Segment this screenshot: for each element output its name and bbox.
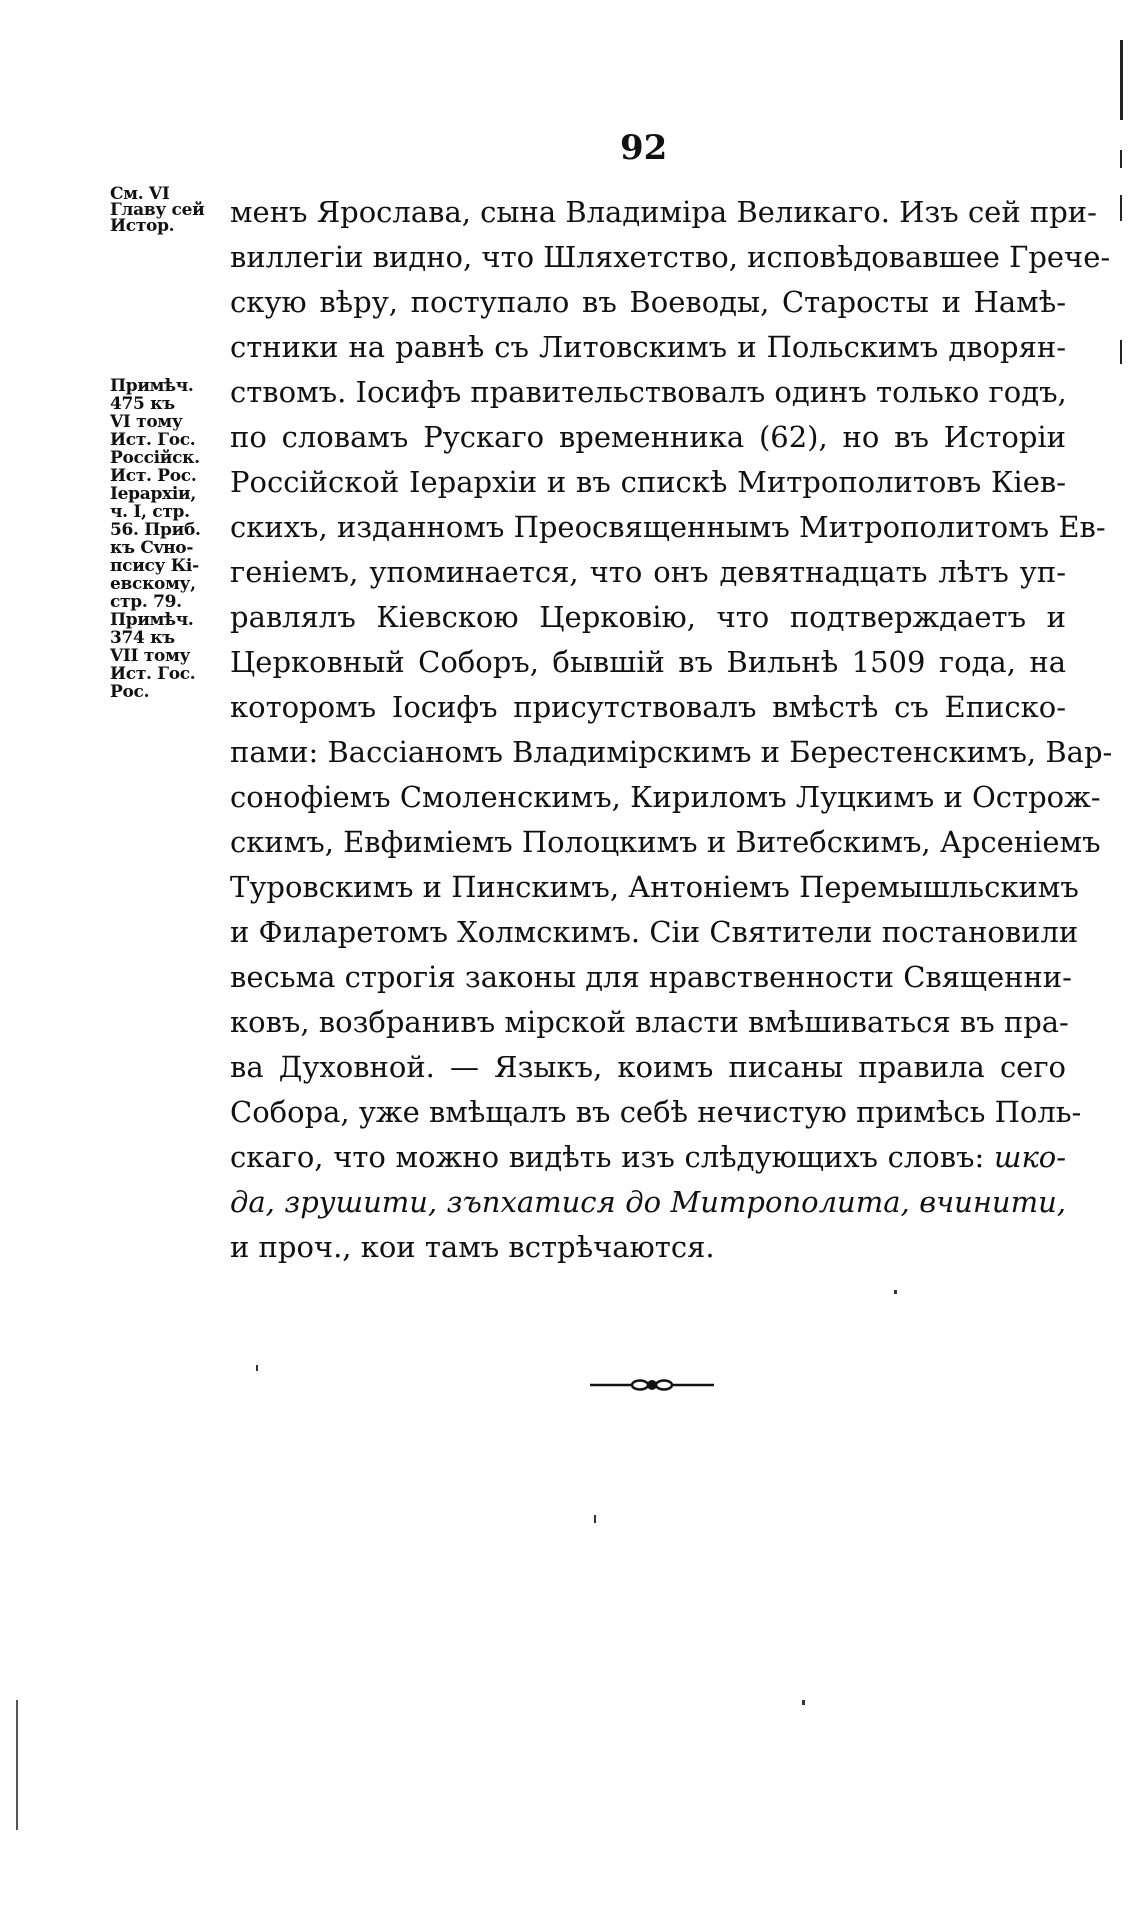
margin-note-line: Главу сей bbox=[110, 200, 205, 220]
text-line: Россійской Іерархіи и въ спискѣ Митрополитовъ Кіев- bbox=[230, 465, 1066, 499]
text-line: по словамъ Рускаго временника (62), но въ Исторіи bbox=[230, 420, 1066, 454]
margin-note-line: VII тому bbox=[110, 646, 191, 666]
scan-speck bbox=[802, 1700, 805, 1705]
margin-note-line: ч. I, стр. bbox=[110, 502, 190, 522]
text-line: сонофіемъ Смоленскимъ, Кириломъ Луцкимъ и Острож- bbox=[230, 780, 1101, 814]
margin-note-line: къ Сvно- bbox=[110, 538, 194, 558]
text-line: менъ Ярослава, сына Владиміра Великаго. Изъ сей при- bbox=[230, 195, 1097, 229]
text-line: весьма строгія законы для нравственности Священни- bbox=[230, 960, 1072, 994]
scan-edge-line bbox=[1120, 195, 1122, 221]
margin-note-line: 475 къ bbox=[110, 394, 175, 414]
margin-note-line: Ист. Гос. bbox=[110, 430, 196, 450]
text-line: ковъ, возбранивъ мірской власти вмѣшиваться въ пра- bbox=[230, 1005, 1069, 1039]
text-segment: скаго, что можно видѣть изъ слѣдующихъ словъ: bbox=[230, 1140, 985, 1174]
margin-note-line: 56. Приб. bbox=[110, 520, 201, 540]
margin-note-line: Ист. Гос. bbox=[110, 664, 196, 684]
ornament-icon bbox=[590, 1376, 714, 1394]
italic-word: вчинити, bbox=[919, 1185, 1067, 1219]
margin-note-line: 374 къ bbox=[110, 628, 175, 648]
margin-note-line: Ист. Рос. bbox=[110, 466, 197, 486]
text-line: Собора, уже вмѣщалъ въ себѣ нечистую примѣсь Поль- bbox=[230, 1095, 1082, 1129]
scan-edge-line bbox=[1120, 150, 1122, 168]
text-line: которомъ Іосифъ присутствовалъ вмѣстѣ съ Еписко- bbox=[230, 690, 1066, 724]
margin-note-line: евскому, bbox=[110, 574, 196, 594]
text-line: равлялъ Кіевскою Церковію, что подтверждаетъ и bbox=[230, 600, 1066, 634]
text-line: виллегіи видно, что Шляхетство, исповѣдовавшее Грече- bbox=[230, 240, 1111, 274]
text-line: пами: Вассіаномъ Владимірскимъ и Берестенскимъ, Вар- bbox=[230, 735, 1113, 769]
text-line: и Филаретомъ Холмскимъ. Сіи Святители постановили bbox=[230, 915, 1079, 949]
ornament-divider bbox=[590, 1376, 714, 1398]
text-line: скихъ, изданномъ Преосвященнымъ Митрополитомъ Ев- bbox=[230, 510, 1106, 544]
text-line-italic bbox=[230, 1180, 1066, 1225]
page-number: 92 bbox=[620, 128, 668, 168]
italic-word: зъпхатися до Митрополита, bbox=[446, 1185, 910, 1219]
text-line: ва Духовной. — Языкъ, коимъ писаны правила сего bbox=[230, 1050, 1066, 1084]
text-line: скимъ, Евфиміемъ Полоцкимъ и Витебскимъ, Арсеніемъ bbox=[230, 825, 1101, 859]
margin-note-line: Рос. bbox=[110, 682, 150, 702]
margin-note-line: Іерархіи, bbox=[110, 484, 196, 504]
margin-note-line: Россійск. bbox=[110, 448, 200, 468]
margin-note-line: псису Кі- bbox=[110, 556, 199, 576]
text-line-with-italic bbox=[230, 1135, 1066, 1180]
scan-speck bbox=[894, 1290, 897, 1294]
text-line: стники на равнѣ съ Литовскимъ и Польскимъ дворян- bbox=[230, 330, 1066, 364]
text-line: Туровскимъ и Пинскимъ, Антоніемъ Перемышльскимъ bbox=[230, 870, 1079, 904]
margin-note-line: VI тому bbox=[110, 412, 183, 432]
scan-speck bbox=[256, 1365, 258, 1371]
text-line: геніемъ, упоминается, что онъ девятнадцать лѣтъ уп- bbox=[230, 555, 1066, 589]
italic-word: шко- bbox=[993, 1140, 1067, 1174]
final-line: и проч., кои тамъ встрѣчаются. bbox=[230, 1230, 715, 1264]
margin-note-line: Примѣч. bbox=[110, 376, 194, 396]
italic-word: да, bbox=[230, 1185, 275, 1219]
italic-word: зрушити, bbox=[284, 1185, 438, 1219]
margin-note-line: Истор. bbox=[110, 216, 175, 236]
scan-edge-line bbox=[1120, 340, 1122, 364]
text-line: Церковный Соборъ, бывшій въ Вильнѣ 1509 года, на bbox=[230, 645, 1066, 679]
margin-note-line: См. VI bbox=[110, 184, 170, 204]
margin-note-line: Примѣч. bbox=[110, 610, 194, 630]
scan-edge-line bbox=[1120, 40, 1123, 120]
scan-edge-line bbox=[16, 1700, 18, 1830]
scan-speck bbox=[594, 1515, 596, 1523]
margin-note-line: стр. 79. bbox=[110, 592, 182, 612]
text-line: ствомъ. Іосифъ правительствовалъ одинъ только годъ, bbox=[230, 375, 1067, 409]
body-text bbox=[230, 190, 1113, 1270]
text-line: скую вѣру, поступало въ Воеводы, Старосты и Намѣ- bbox=[230, 285, 1066, 319]
